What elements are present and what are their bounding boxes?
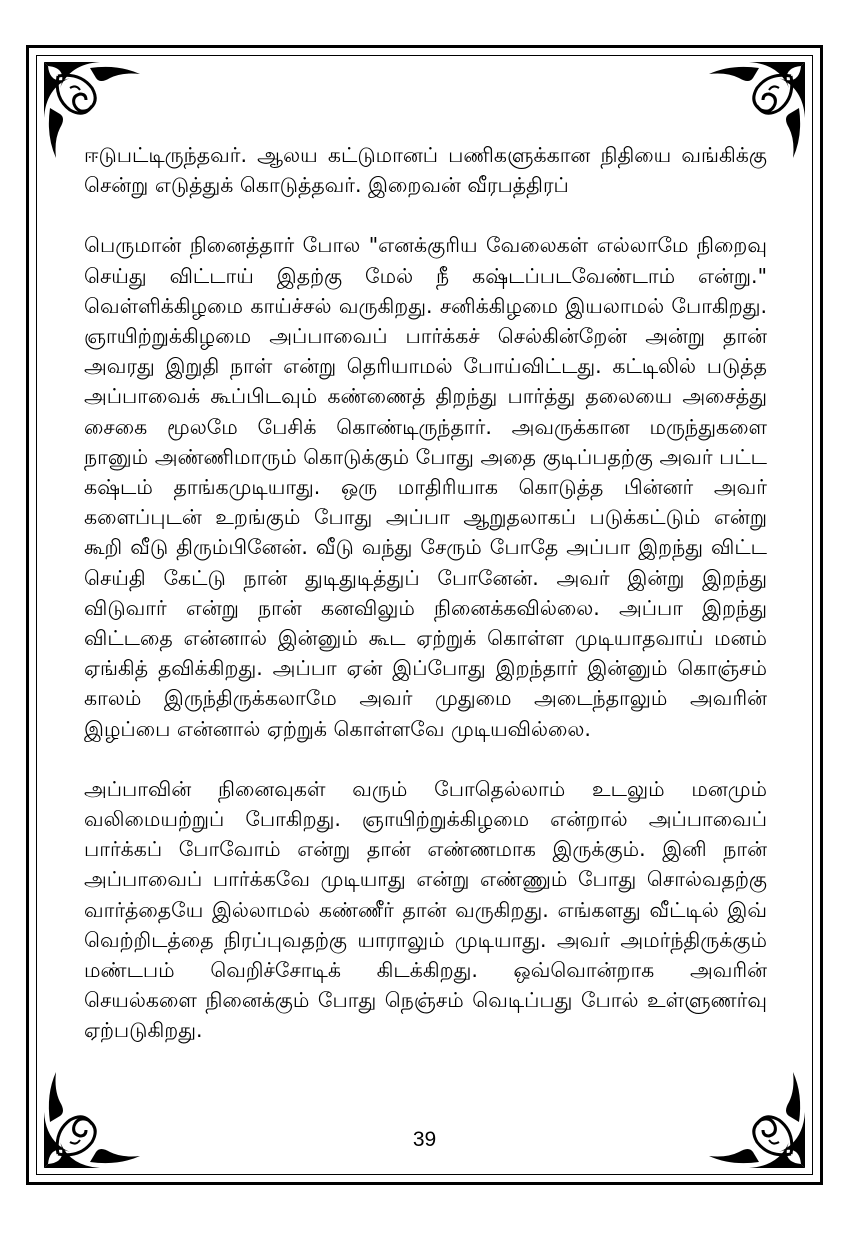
paragraph-1: ஈடுபட்டிருந்தவர். ஆலய கட்டுமானப் பணிகளுக்கான நிதியை வங்கிக்கு சென்று எடுத்துக் கொடுத்தவர். இறைவன் வீரபத்திரப் (84, 143, 767, 198)
page-body (84, 140, 767, 1046)
page-number: 39 (412, 1128, 437, 1151)
paragraph-3: அப்பாவின் நினைவுகள் வரும் போதெல்லாம் உடலும் மனமும் வலிமையற்றுப் போகிறது. ஞாயிற்றுக்கிழமை என்றால் அப்பாவைப் பார்க்கப் போவோம் என்று தான் எண்ணமாக இருக்கும். இனி நான் அப்பாவைப் பார்க்கவே முடியாது என்று எண்ணும் போது சொல்வதற்கு வார்த்தையே இல்லாமல் கண்ணீர் தான் வருகிறது. எங்களது வீட்டில் இவ் வெற்றிடத்தை நிரப்புவதற்கு யாராலும் முடியாது. அவர் அமர்ந்திருக்கும் மண்டபம் வெறிச்சோடிக் கிடக்கிறது. ஒவ்வொன்றாக அவரின் செயல்களை நினைக்கும் போது நெஞ்சம் வெடிப்பது போல் உள்ளுணர்வு ஏற்படுகிறது. (84, 776, 767, 1043)
corner-ornament-icon (40, 1062, 150, 1172)
paragraph-2: பெருமான் நினைத்தார் போல "எனக்குரிய வேலைகள் எல்லாமே நிறைவு செய்து விட்டாய் இதற்கு மேல் நீ கஷ்டப்படவேண்டாம் என்று." வெள்ளிக்கிழமை காய்ச்சல் வருகிறது. சனிக்கிழமை இயலாமல் போகிறது. ஞாயிற்றுக்கிழமை அப்பாவைப் பார்க்கச் செல்கின்றேன் அன்று தான் அவரது இறுதி நாள் என்று தெரியாமல் போய்விட்டது. கட்டிலில் படுத்த அப்பாவைக் கூப்பிடவும் கண்ணைத் திறந்து பார்த்து தலையை அசைத்து சைகை மூலமே பேசிக் கொண்டிருந்தார். அவருக்கான மருந்துகளை நானும் அண்ணிமாரும் கொடுக்கும் போது அதை குடிப்பதற்கு அவர் பட்ட கஷ்டம் தாங்கமுடியாது. ஒரு மாதிரியாக கொடுத்த பின்னர் அவர் களைப்புடன் உறங்கும் போது அப்பா ஆறுதலாகப் படுக்கட்டும் என்று கூறி வீடு திரும்பினேன். வீடு வந்து சேரும் போதே அப்பா இறந்து விட்ட செய்தி கேட்டு நான் துடிதுடித்துப் போனேன். அவர் இன்று இறந்து விடுவார் என்று நான் கனவிலும் நினைக்கவில்லை. அப்பா இறந்து விட்டதை என்னால் இன்னும் கூட ஏற்றுக் கொள்ள முடியாதவாய் மனம் ஏங்கித் தவிக்கிறது. அப்பா ஏன் இப்போது இறந்தார் இன்னும் கொஞ்சம் காலம் இருந்திருக்கலாமே அவர் முதுமை அடைந்தாலும் அவரின் இழப்பை என்னால் ஏற்றுக் கொள்ளவே முடியவில்லை. (84, 233, 767, 741)
corner-ornament-icon (699, 1062, 809, 1172)
